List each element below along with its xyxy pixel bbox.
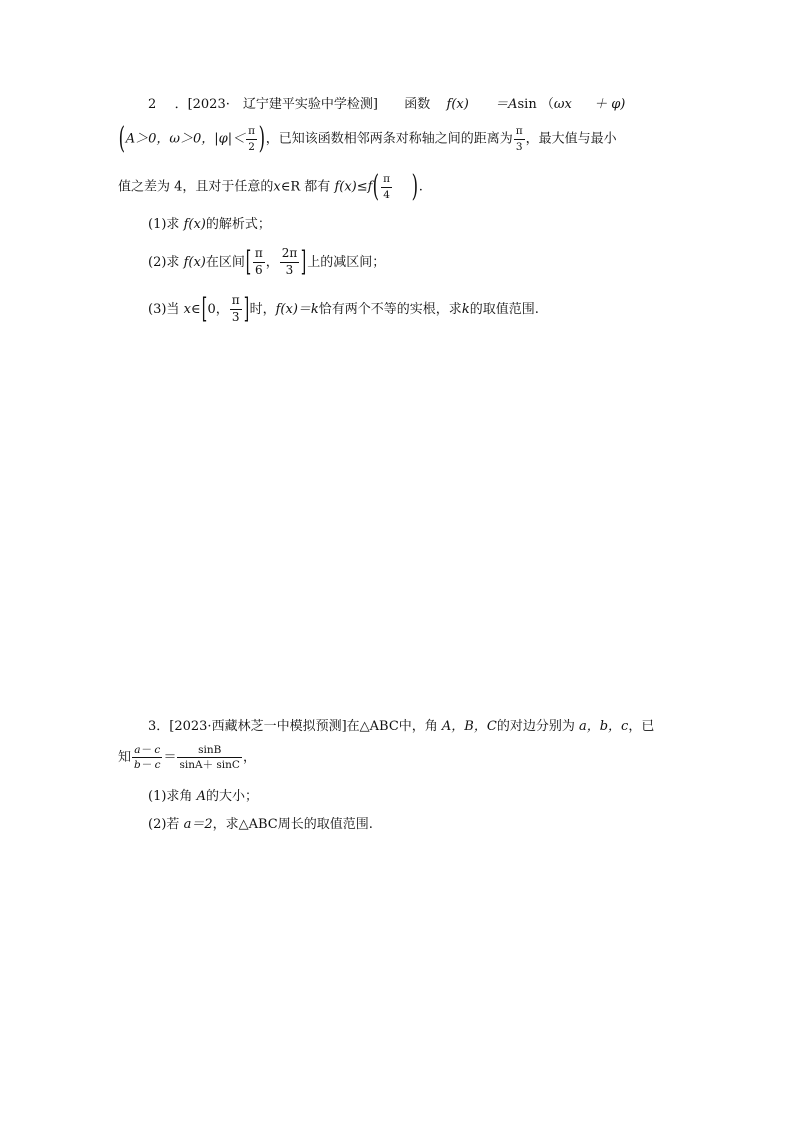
q3-abc-list: A，B，C xyxy=(441,719,497,734)
frac-num: 2π xyxy=(281,246,298,260)
left-paren-icon: ( xyxy=(118,121,126,156)
frac-num: a－ c xyxy=(134,744,161,756)
q2-source: ．[2023· 辽宁建平实验中学检测] xyxy=(174,97,378,112)
q3-lhs-frac xyxy=(132,744,162,771)
q2-frac-pi-2 xyxy=(246,125,257,152)
q2-part3-tail: 的取值范围. xyxy=(469,301,539,317)
q3-line1 xyxy=(148,720,654,733)
q2-part1-text: 的解析式； xyxy=(205,217,271,232)
frac-num: π xyxy=(231,293,240,307)
q2-cond-rest: ＞0，ω＞0，|φ|＜ xyxy=(135,131,246,147)
q3-zhi: 知 xyxy=(118,750,132,766)
frac-den: sinA＋ sinC xyxy=(179,759,240,772)
q2-number: 2 xyxy=(148,97,157,112)
frac-den: 6 xyxy=(253,262,265,278)
q2-after-dist: ，最大值与最小 xyxy=(525,131,617,147)
q3-part2 xyxy=(148,818,373,831)
q2-k: k xyxy=(461,301,470,317)
frac-num: π xyxy=(383,173,391,186)
q2-part1-label: (1)求 xyxy=(148,217,180,232)
left-bracket-icon: [ xyxy=(201,292,207,326)
q3-number: 3 xyxy=(148,719,157,734)
q2-part3-end: 恰有两个不等的实根，求 xyxy=(318,301,462,317)
left-bracket-icon: [ xyxy=(245,245,252,279)
q2-comma2: ， xyxy=(215,301,229,317)
q2-plus-phi: ＋ φ) xyxy=(594,97,626,112)
q2-in-R: ∈R 都有 xyxy=(280,179,331,195)
q3-line2 xyxy=(118,744,256,771)
q3-part2-label: (2)若 xyxy=(148,817,180,832)
q3-part2-mid: ，求△ABC周长的取值范围. xyxy=(212,817,373,832)
q2-zero: 0 xyxy=(207,301,216,317)
q2-x: x xyxy=(273,179,281,195)
q2-line2 xyxy=(118,121,617,156)
q2-cond-A: A xyxy=(125,131,136,147)
q2-line3-a: 值之差为 4，且对于任意的 xyxy=(118,179,274,195)
frac-den: b－ c xyxy=(134,759,161,772)
q2-frac-pi-3 xyxy=(514,125,525,152)
q2-part3-fx: f(x) xyxy=(275,301,298,317)
q3-eq: ＝ xyxy=(163,750,177,766)
q3-yi: ，已 xyxy=(628,719,655,734)
q2-part3 xyxy=(148,294,539,325)
q2-sin: sin xyxy=(517,97,537,112)
q2-part2-end: 上的减区间； xyxy=(307,254,386,270)
q3-part1 xyxy=(148,790,258,803)
left-paren-icon: ( xyxy=(373,169,380,204)
q2-line1 xyxy=(148,98,625,111)
frac-den: 4 xyxy=(381,187,392,201)
q2-line3 xyxy=(118,169,423,204)
q2-part3-label: (3)当 xyxy=(148,301,180,317)
q3-source: ．[2023·西藏林芝一中模拟预测]在△ABC中，角 xyxy=(156,719,438,734)
q2-part3-eq: ＝k xyxy=(297,301,319,317)
frac-den: 3 xyxy=(230,309,242,325)
q2-frac-pi-4 xyxy=(381,173,392,200)
q2-part2-fx: f(x) xyxy=(183,254,206,270)
q2-after-cond: ，已知该函数相邻两条对称轴之间的距离为 xyxy=(265,131,513,147)
q3-part1-label: (1)求角 xyxy=(148,789,193,804)
frac-den: 2 xyxy=(246,139,257,153)
q2-part3-mid: 时， xyxy=(249,301,276,317)
q2-part2-label: (2)求 xyxy=(148,254,180,270)
q2-frac-2pi-3 xyxy=(280,247,300,278)
q2-lead: 函数 xyxy=(404,97,431,112)
q2-part1 xyxy=(148,218,271,231)
right-paren-icon: ) xyxy=(258,121,266,156)
q3-rhs-frac xyxy=(177,744,241,771)
q2-part2 xyxy=(148,247,385,278)
q3-rhs-end: ， xyxy=(242,750,256,766)
q3-A: A xyxy=(196,789,206,804)
q3-line1-end: 的对边分别为 xyxy=(496,719,575,734)
q2-part2-mid: 在区间 xyxy=(205,254,245,270)
q3-sides: a，b，c xyxy=(578,719,629,734)
frac-num: π xyxy=(254,246,263,260)
q2-leq-f: ≤f xyxy=(356,179,373,195)
q2-comma: ， xyxy=(265,254,279,270)
frac-den: 3 xyxy=(514,139,525,153)
q2-frac-pi-3b xyxy=(230,294,242,325)
q3-a-eq: a＝2 xyxy=(183,817,213,832)
right-bracket-icon: ] xyxy=(243,292,249,326)
frac-num: π xyxy=(248,125,256,138)
q2-frac-pi-6 xyxy=(253,247,265,278)
frac-den: 3 xyxy=(280,262,300,278)
q2-part3-x: x xyxy=(183,301,191,317)
q2-part1-fx: f(x) xyxy=(183,217,206,232)
q2-fx-arg: (x) xyxy=(451,97,469,112)
q2-part3-in: ∈ xyxy=(190,301,201,317)
right-paren-icon: ) xyxy=(411,169,419,204)
right-bracket-icon: ] xyxy=(300,245,307,279)
q3-part1-end: 的大小； xyxy=(205,789,258,804)
q2-omega-x: ωx xyxy=(553,97,572,112)
frac-num: sinB xyxy=(198,744,222,756)
q2-arg-open: （ xyxy=(540,97,554,112)
frac-num: π xyxy=(515,125,523,138)
q2-eq-A: ＝A xyxy=(495,97,518,112)
q2-fx: f(x) xyxy=(334,179,357,195)
q2-f: f xyxy=(446,97,452,112)
q2-period: . xyxy=(418,179,423,195)
